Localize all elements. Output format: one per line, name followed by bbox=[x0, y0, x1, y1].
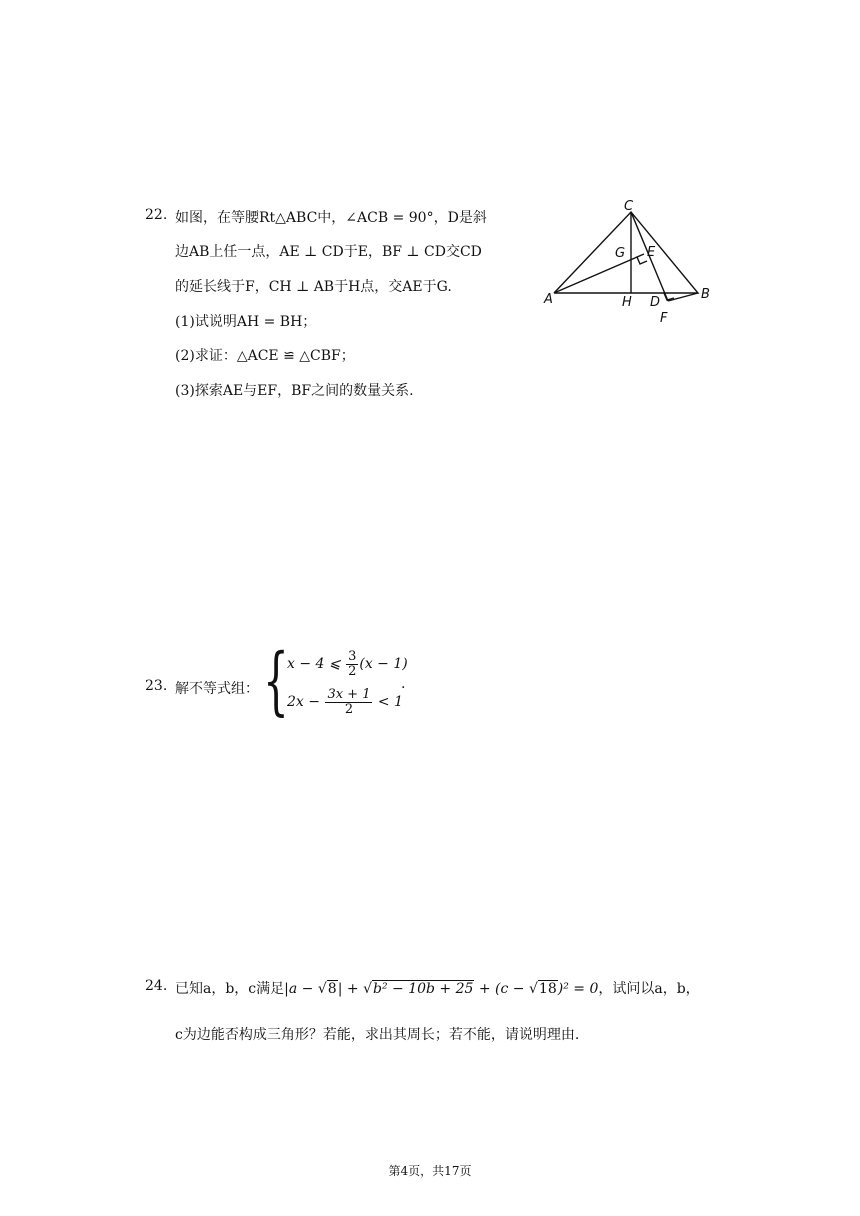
q23-inequality-1 bbox=[287, 650, 408, 678]
ineq2-left: 2x − bbox=[287, 694, 325, 711]
label-f: F bbox=[660, 311, 668, 326]
triangle-abc bbox=[554, 212, 698, 293]
label-g: G bbox=[615, 246, 626, 261]
ineq1-left: x − 4 ⩽ bbox=[287, 656, 346, 673]
fraction-three-halves: $\frac{3}{2}$ bbox=[348, 649, 357, 679]
eq-part1: |a − bbox=[284, 981, 318, 997]
eq-part2: | + bbox=[337, 981, 364, 997]
q24-line2: c为边能否构成三角形？若能，求出其周长；若不能，请说明理由. bbox=[175, 1027, 580, 1043]
sqrt-18: 18 bbox=[538, 981, 557, 997]
eq-part4: )² = 0 bbox=[557, 981, 599, 997]
q22-part1: (1)试说明AH = BH； bbox=[175, 314, 317, 330]
label-e: E bbox=[647, 245, 656, 260]
label-c: C bbox=[624, 199, 634, 214]
q24-intro: 已知a，b，c满足 bbox=[175, 981, 285, 997]
fraction-3x-plus-1-over-2: $\frac{3x + 1}{2}$ bbox=[327, 687, 371, 717]
question-number: 22. bbox=[145, 207, 168, 223]
triangle-figure bbox=[538, 198, 738, 333]
label-b: B bbox=[701, 287, 710, 302]
q22-line1: 如图，在等腰Rt△ABC中，∠ACB = 90°，D是斜 bbox=[175, 210, 487, 226]
ineq2-right: < 1 bbox=[373, 694, 404, 711]
right-angle-e bbox=[637, 257, 647, 264]
page-footer: 第4页，共17页 bbox=[388, 1164, 472, 1178]
q22-part2: (2)求证：△ACE ≌ △CBF； bbox=[175, 348, 355, 364]
sqrt-8: 8 bbox=[327, 981, 337, 997]
ineq1-right: (x − 1) bbox=[359, 656, 408, 673]
q22-line2: 边AB上任一点，AE ⊥ CD于E，BF ⊥ CD交CD bbox=[175, 244, 482, 260]
label-h: H bbox=[622, 295, 632, 310]
question-number: 23. bbox=[145, 678, 168, 694]
q23-prefix: 解不等式组： bbox=[175, 681, 259, 697]
label-a: A bbox=[544, 292, 553, 307]
q22-part3: (3)探索AE与EF，BF之间的数量关系. bbox=[175, 383, 414, 399]
question-23 bbox=[145, 638, 465, 724]
question-number: 24. bbox=[145, 978, 168, 994]
label-d: D bbox=[650, 295, 661, 310]
eq-part3: + (c − bbox=[474, 981, 529, 997]
q23-inequality-2 bbox=[287, 688, 403, 716]
q24-line1: 已知a，b，c满足|a − √8| + √b² − 10b + 25 + (c − √18)² = 0，试问以a，b， bbox=[175, 981, 700, 997]
q23-suffix: . bbox=[401, 676, 406, 692]
left-brace: { bbox=[263, 638, 289, 724]
q22-line3: 的延长线于F，CH ⊥ AB于H点，交AE于G. bbox=[175, 279, 452, 295]
segment-bf bbox=[668, 293, 698, 301]
sqrt-b-expression: b² − 10b + 25 bbox=[372, 981, 474, 997]
q24-tail: ，试问以a，b， bbox=[598, 981, 700, 997]
